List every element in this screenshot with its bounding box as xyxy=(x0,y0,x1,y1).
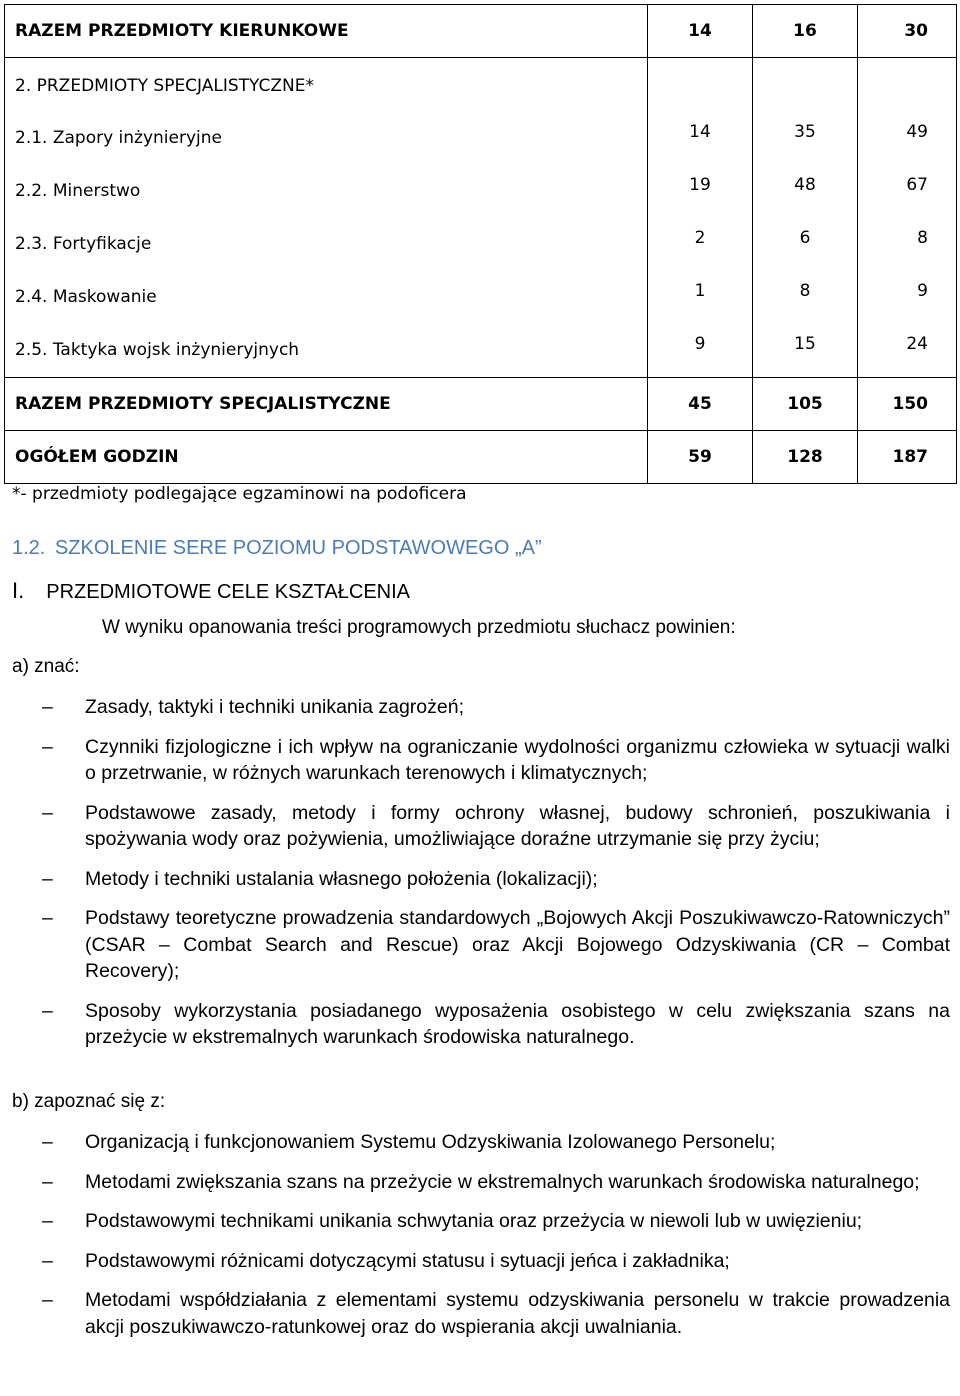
subject-label: 2.3. Fortyfikacje xyxy=(15,234,152,254)
subject-hours-total: 8 xyxy=(917,228,928,248)
group-a-list xyxy=(0,694,950,1064)
list-item: – Podstawowymi różnicami dotyczącymi statusu i sytuacji jeńca i zakładnika; xyxy=(0,1248,950,1275)
hours-total: 187 xyxy=(858,431,957,484)
subject-hours-a: 19 xyxy=(689,175,711,195)
list-item: – Podstawowe zasady, metody i formy ochrony własnej, budowy schronień, poszukiwania i spożywania wody oraz pożywienia, umożliwiające doraźne utrzymanie się przy życiu; xyxy=(42,801,950,850)
list-item: – Metodami współdziałania z elementami systemu odzyskiwania personelu w trakcie prowadzenia akcji poszukiwawczo-ratunkowej oraz do wspierania akcji uwalniania. xyxy=(42,1289,950,1338)
intro-text: W wyniku opanowania treści programowych przedmiotu słuchacz powinien: xyxy=(102,617,736,638)
dash-bullet: – xyxy=(42,1131,53,1153)
subject-hours-b: 35 xyxy=(794,122,816,142)
subjects-a-cell xyxy=(648,58,753,378)
subject-hours-a: 2 xyxy=(694,228,706,248)
row-label: RAZEM PRZEDMIOTY SPECJALISTYCZNE xyxy=(5,378,648,431)
group-b-list xyxy=(0,1129,950,1353)
subjects-b-cell xyxy=(753,58,858,378)
heading-title: PRZEDMIOTOWE CELE KSZTAŁCENIA xyxy=(46,581,410,603)
hours-a: 59 xyxy=(648,431,753,484)
subject-label: 2.5. Taktyka wojsk inżynieryjnych xyxy=(15,340,300,360)
list-item: – Sposoby wykorzystania posiadanego wyposażenia osobistego w celu zwiększania szans na przeżycie w ekstremalnych warunkach środowiska naturalnego. xyxy=(42,999,950,1048)
dash-bullet: – xyxy=(42,1170,53,1193)
list-item: – Czynniki fizjologiczne i ich wpływ na ograniczanie wydolności organizmu człowieka w sytuacji walki o przetrwanie, w różnych warunkach terenowych i klimatycznych; xyxy=(42,735,950,784)
hours-b: 128 xyxy=(753,431,858,484)
exam-footnote: *- przedmioty podlegające egzaminowi na podoficera xyxy=(12,484,467,504)
list-item: – Metody i techniki ustalania własnego położenia (lokalizacji); xyxy=(0,866,950,893)
list-item: – Podstawy teoretyczne prowadzenia standardowych „Bojowych Akcji Poszukiwawczo-Ratowniczych” (CSAR – Combat Search and Rescue) oraz Akcji Bojowego Odzyskiwania (CR – Combat Recovery); xyxy=(42,907,950,982)
subject-label: 2.1. Zapory inżynieryjne xyxy=(15,128,222,148)
hours-total: 150 xyxy=(858,378,957,431)
list-item: – Podstawowymi technikami unikania schwytania oraz przeżycia w niewoli lub w uwięzieniu; xyxy=(0,1208,950,1235)
dash-bullet: – xyxy=(42,735,53,758)
dash-bullet: – xyxy=(42,999,53,1022)
list-item: – Organizacją i funkcjonowaniem Systemu Odzyskiwania Izolowanego Personelu; xyxy=(0,1129,950,1156)
group-b-label: b) zapoznać się z: xyxy=(12,1091,166,1112)
dash-bullet: – xyxy=(42,1249,53,1272)
dash-bullet: – xyxy=(42,696,53,718)
hours-a: 14 xyxy=(648,5,753,58)
subject-hours-total: 9 xyxy=(917,281,928,301)
subject-hours-a: 9 xyxy=(694,334,706,354)
objectives-heading xyxy=(12,578,410,604)
table-row-specjalistyczne xyxy=(5,378,957,431)
table-row-ogolem xyxy=(5,431,957,484)
row-label: RAZEM PRZEDMIOTY KIERUNKOWE xyxy=(5,5,648,58)
hours-b: 16 xyxy=(753,5,858,58)
subject-hours-total: 49 xyxy=(906,122,928,142)
subjects-total-cell xyxy=(858,58,957,378)
list-item: – Zasady, taktyki i techniki unikania zagrożeń; xyxy=(0,694,950,721)
hours-table xyxy=(4,4,957,484)
specialist-header: 2. PRZEDMIOTY SPECJALISTYCZNE* xyxy=(15,76,314,96)
subject-hours-b: 48 xyxy=(794,175,816,195)
heading-roman: I. xyxy=(12,578,25,603)
row-label: OGÓŁEM GODZIN xyxy=(5,431,648,484)
subject-hours-b: 8 xyxy=(799,281,811,301)
dash-bullet: – xyxy=(42,801,53,824)
dash-bullet: – xyxy=(42,1289,53,1311)
section-number: 1.2. xyxy=(12,537,46,559)
list-item: – Metodami zwiększania szans na przeżycie w ekstremalnych warunkach środowiska naturalnego; xyxy=(0,1169,950,1196)
hours-b: 105 xyxy=(753,378,858,431)
section-name: SZKOLENIE SERE POZIOMU PODSTAWOWEGO „A” xyxy=(54,537,542,559)
hours-a: 45 xyxy=(648,378,753,431)
subject-label: 2.2. Minerstwo xyxy=(15,181,141,201)
subject-hours-total: 67 xyxy=(906,175,928,195)
subject-hours-a: 1 xyxy=(694,281,706,301)
subject-label: 2.4. Maskowanie xyxy=(15,287,157,307)
dash-bullet: – xyxy=(42,867,53,890)
hours-total: 30 xyxy=(858,5,957,58)
section-title xyxy=(12,537,546,560)
dash-bullet: – xyxy=(42,1210,53,1232)
table-row-subjects xyxy=(5,58,957,378)
subject-hours-b: 15 xyxy=(794,334,816,354)
group-a-label: a) znać: xyxy=(12,656,80,677)
subject-hours-a: 14 xyxy=(689,122,711,142)
subjects-labels-cell xyxy=(5,58,648,378)
dash-bullet: – xyxy=(42,907,53,929)
subject-hours-b: 6 xyxy=(799,228,811,248)
table-row-kierunkowe xyxy=(5,5,957,58)
subject-hours-total: 24 xyxy=(906,334,928,354)
